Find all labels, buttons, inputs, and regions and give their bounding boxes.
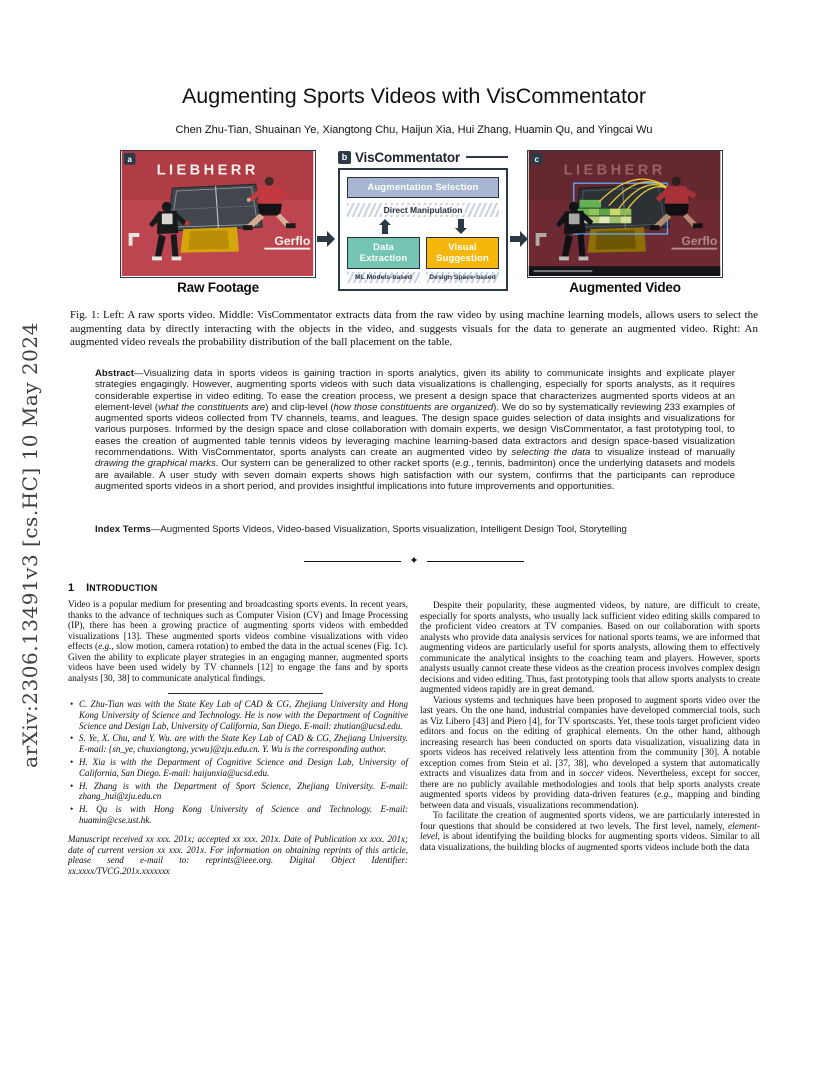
index-terms: Index Terms—Augmented Sports Videos, Video-based Visualization, Sports visualization, Intelligent Design Tool, Storytelling xyxy=(95,524,627,535)
body-paragraph: Despite their popularity, these augmented videos, by nature, are difficult to create, especially for sports analysts, who usually lack sufficient video editing skills compared to the proficient video creators at TV companies. Based on our collaboration with sports analysts who provide data analysis services for national sports teams, we are informed that augmenting videos are particularly useful for sports analysts, allowing them to effectively communicate the analytical insights to the coaching team and players. However, sports analysts usually cannot create these videos as the creation process involves complex design decisions and video editing. Thus, fast prototyping tools that allow sports analysts to create augmented videos rapidly are in great demand. xyxy=(420,601,760,695)
intro-paragraph: Video is a popular medium for presenting and broadcasting sports events. In recent years, thanks to the advance of techniques such as Computer Vision (CV) and Image Processing (IP), there has been a growing practice of augmenting sports videos with embedded visualizations [13]. These augmented sports videos combine visualizations with video effects (e.g., slow motion, camera rotation) to embed the data in the actual scenes (Fig. 1c). Given the ability to explicate player strategies in an engaging manner, augmented sports videos have been used widely by TV channels [12] to engage the fans and by sports analysts [30, 38] to communicate analytical findings. xyxy=(68,600,408,684)
arrow-down-icon xyxy=(455,219,467,234)
footnote-rule xyxy=(168,693,323,694)
ml-models-label: ML Models-based xyxy=(347,272,420,283)
figure-caption: Fig. 1: Left: A raw sports video. Middle: VisCommentator extracts data from the raw video by using machine learning models, allows users to select the augmenting data by directly interacting with the objects in the video, and suggests visuals for the data to generate an augmented video. Right: An augmented video reveals the probability distribution of the ball placement on the table. xyxy=(70,309,758,348)
divider-line xyxy=(304,561,401,562)
panel-badge xyxy=(531,153,543,165)
flow-arrow-icon xyxy=(510,231,528,247)
footnote-item: • H. Zhang is with the Department of Sport Science, Zhejiang University. E-mail: zhang_hui@zju.edu.cn xyxy=(68,781,408,803)
augmented-video-caption: Augmented Video xyxy=(569,280,681,295)
manuscript-note: Manuscript received xx xxx. 201x; accepted xx xxx. 201x. Date of Publication xx xxx. 201x; date of current version xx xxx. 201x. For information on obtaining reprints of this article, please send e-mail to: reprints@ieee.org. Digital Object Identifier: xx.xxxx/TVCG.201x.xxxxxxx xyxy=(68,833,408,877)
footnote-item: • H. Qu is with Hong Kong University of Science and Technology. E-mail: huamin@cse.ust.hk. xyxy=(68,804,408,826)
section-divider xyxy=(304,556,524,567)
arxiv-watermark: arXiv:2306.13491v3 [cs.HC] 10 May 2024 xyxy=(18,322,42,768)
body-column-right xyxy=(420,601,760,853)
augmentation-selection-box: Augmentation Selection xyxy=(347,177,499,198)
body-paragraph: To facilitate the creation of augmented sports videos, we are particularly interested in four questions that should be considered at two levels. The first level, namely, element-level, is about identifying the building blocks for augmenting sports videos. Similar to all data visualizations, the building blocks of augmented sports videos include both the data xyxy=(420,811,760,853)
abstract-text: Abstract—Visualizing data in sports videos is gaining traction in sports analytics, given its ability to communicate insights and explicate player strategies engagingly. However, augmenting sports videos with such data visualizations is challenging, especially for sports analysts, as it requires considerable expertise in video editing. To ease the creation process, we present a design space that characterizes augmented sports videos at an element-level (what the constituents are) and clip-level (how those constituents are organized). We do so by systematically reviewing 233 examples of augmented sports videos collected from TV channels, teams, and leagues. The design space guides selection of data insights and visualizations for various purposes. Informed by the design space and close collaboration with domain experts, we design VisCommentator, a fast prototyping tool, to eases the creation of augmented table tennis videos by leveraging machine learning-based data extractors and design space-based visualization recommendations. With VisCommentator, sports analysts can create an augmented video by selecting the data to visualize instead of manually drawing the graphical marks. Our system can be generalized to other racket sports (e.g., tennis, badminton) once the underlying datasets and models are available. A user study with seven domain experts shows high satisfaction with our system, confirms that the participants can reproduce augmented sports videos in a short period, and provides insightful implications into future improvements and opportunities. xyxy=(95,368,735,492)
title-dash xyxy=(466,156,508,158)
section-title: INTRODUCTION xyxy=(86,582,158,594)
data-extraction-box: Data Extraction xyxy=(347,237,420,269)
flow-arrow-icon xyxy=(317,231,335,247)
svg-text:Gerflo: Gerflo xyxy=(274,233,311,248)
footnote-list xyxy=(68,699,408,826)
svg-text:c: c xyxy=(534,155,539,165)
section-heading-introduction xyxy=(68,582,157,594)
direct-manipulation-band: Direct Manipulation xyxy=(347,203,499,217)
diagram-frame xyxy=(338,168,508,291)
paper-title: Augmenting Sports Videos with VisCommentator xyxy=(181,84,647,108)
svg-text:Gerflo: Gerflo xyxy=(681,233,718,248)
augmented-video-thumbnail xyxy=(527,150,723,278)
section-number: 1 xyxy=(68,582,75,594)
video-timeline[interactable] xyxy=(529,266,720,276)
footnote-item: • C. Zhu-Tian was with the State Key Lab of CAD & CG, Zhejiang University and Hong Kong University of Science and Technology. He is now with the Department of Cognitive Science and Design Lab, University of California, San Diego. E-mail: zhutian@ucsd.edu. xyxy=(68,699,408,731)
diagram-title: VisCommentator xyxy=(355,149,460,165)
svg-text:a: a xyxy=(127,155,132,165)
panel-badge xyxy=(124,153,136,165)
panel-badge: b xyxy=(338,151,351,164)
banner-text: LIEBHERR xyxy=(156,162,259,179)
body-column-left xyxy=(68,600,408,877)
visual-suggestion-box: Visual Suggestion xyxy=(426,237,499,269)
divider-line xyxy=(427,561,524,562)
banner-text: LIEBHERR xyxy=(563,162,666,179)
footnote-item: • S. Ye, X. Chu, and Y. Wu. are with the State Key Lab of CAD & CG, Zhejiang University. E-mail: {sn_ye, chuxiangtong, ycwu}@zju.edu.cn. Y. Wu is the corresponding author. xyxy=(68,733,408,755)
table-base xyxy=(180,227,239,252)
viscommentator-diagram xyxy=(338,149,508,291)
diamond-icon: ✦ xyxy=(409,555,419,567)
arrow-row xyxy=(347,219,499,234)
arrow-up-icon xyxy=(379,219,391,234)
design-space-label: Design Space-based xyxy=(426,272,499,283)
footnote-item: • H. Xia is with the Department of Cognitive Science and Design Lab, University of California, San Diego. E-mail: haijunxia@ucsd.edu. xyxy=(68,757,408,779)
author-line: Chen Zhu-Tian, Shuainan Ye, Xiangtong Chu, Haijun Xia, Hui Zhang, Huamin Qu, and Yingcai Wu xyxy=(175,124,653,136)
raw-video-thumbnail xyxy=(120,150,316,278)
body-paragraph: Various systems and techniques have been proposed to augment sports video over the last years. On the one hand, industrial companies have developed commercial tools, such as Viz Libero [43] and Piero [4], for TV sportscasts. Yet, these tools target proficient video editors and focus on the editing of graphical elements. On the other hand, although increasing research has been conducted on sports data visualization, visualizing data in sports videos has received relatively less attention from the community [30]. A notable exception comes from Stein et al. [37, 38], who developed a system that automatically extracts and visualizes data from and in soccer videos. Nevertheless, except for soccer, there are no publicly available methodologies and tools that help sports analysts create augmented sports videos by providing data-driven features (e.g., mapping and binding between data and visuals, visualizations recommendation). xyxy=(420,695,760,811)
table-base xyxy=(587,227,646,252)
raw-footage-caption: Raw Footage xyxy=(177,280,259,295)
